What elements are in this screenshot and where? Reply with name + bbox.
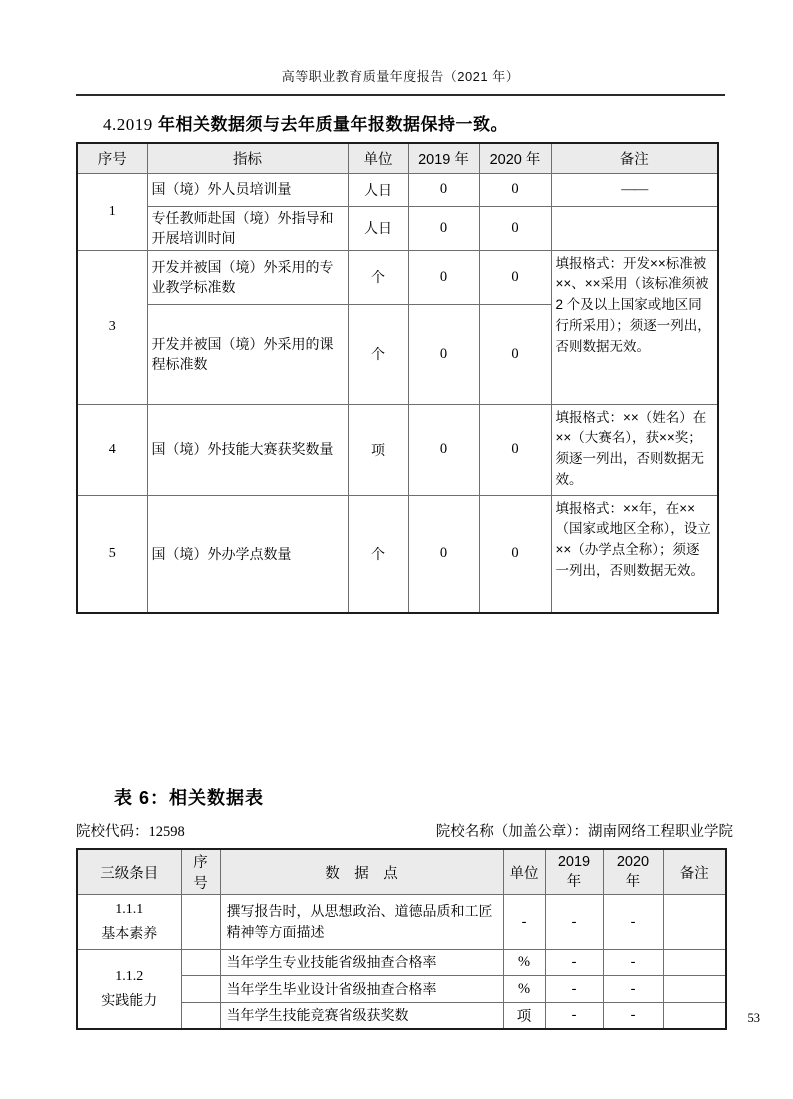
table6-title: 表 6：相关数据表 xyxy=(114,788,265,808)
cell-category-112 xyxy=(77,950,181,1029)
cell-note: 填报格式：××年，在××（国家或地区全称），设立××（办学点全称）；须逐一列出，否则数据无效。 xyxy=(551,495,718,613)
cell-indicator: 专任教师赴国（境）外指导和开展培训时间 xyxy=(147,206,348,250)
table6-header-row xyxy=(77,849,726,895)
table-row xyxy=(77,950,726,976)
table1-header-note: 备注 xyxy=(551,143,718,173)
cell-datapoint: 当年学生毕业设计省级抽查合格率 xyxy=(220,976,503,1003)
page-number: 53 xyxy=(747,1011,760,1025)
cell-2020: - xyxy=(603,895,663,950)
cell-seq-empty xyxy=(181,976,220,1003)
table6-header-datapoint: 数 据 点 xyxy=(220,849,503,895)
cell-indicator: 开发并被国（境）外采用的专业教学标准数 xyxy=(147,250,348,304)
cell-2019: 0 xyxy=(408,206,479,250)
table-row xyxy=(77,495,718,613)
school-code-label: 院校代码： xyxy=(76,824,149,840)
cell-seq-3: 3 xyxy=(77,250,147,404)
table1-header-seq: 序号 xyxy=(77,143,147,173)
table-international-indicators xyxy=(76,142,719,614)
table6-header-2019: 2019 年 xyxy=(545,849,603,895)
table1-header-2020: 2020 年 xyxy=(479,143,551,173)
cell-2019: - xyxy=(545,950,603,976)
cell-2020: 0 xyxy=(479,250,551,304)
cell-2020: 0 xyxy=(479,495,551,613)
cell-unit: 人日 xyxy=(348,173,408,206)
table-related-data xyxy=(76,848,727,1030)
cell-2019: 0 xyxy=(408,404,479,495)
page-header-title: 高等职业教育质量年度报告（2021 年） xyxy=(281,69,520,84)
cell-2019: 0 xyxy=(408,173,479,206)
table6-header-seq: 序号 xyxy=(181,849,220,895)
table6-header-note: 备注 xyxy=(663,849,726,895)
cell-note-dash: —— xyxy=(551,173,718,206)
table1-header-row xyxy=(77,143,718,173)
cell-note: 填报格式：开发××标准被××、××采用（该标准须被 2 个及以上国家或地区同行所采用）；须逐一列出，否则数据无效。 xyxy=(551,250,718,404)
cell-unit: 个 xyxy=(348,495,408,613)
section-title-number: 4.2019 xyxy=(103,115,153,134)
school-code xyxy=(76,820,185,841)
cell-indicator: 国（境）外技能大赛获奖数量 xyxy=(147,404,348,495)
category-name: 实践能力 xyxy=(101,991,158,1008)
header-rule xyxy=(76,94,725,96)
school-name: 院校名称（加盖公章）：湖南网络工程职业学院 xyxy=(435,824,733,840)
cell-datapoint: 当年学生专业技能省级抽查合格率 xyxy=(220,950,503,976)
table6-header-unit: 单位 xyxy=(503,849,545,895)
cell-unit: 项 xyxy=(503,1003,545,1029)
cell-seq-4: 4 xyxy=(77,404,147,495)
cell-2019: - xyxy=(545,895,603,950)
cell-2020: 0 xyxy=(479,173,551,206)
table-row xyxy=(77,206,718,250)
cell-2020: 0 xyxy=(479,206,551,250)
section-title-text: 年相关数据须与去年质量年报数据保持一致。 xyxy=(152,115,508,134)
cell-2020: - xyxy=(603,976,663,1003)
cell-unit: 个 xyxy=(348,304,408,404)
cell-unit: - xyxy=(503,895,545,950)
cell-indicator: 国（境）外人员培训量 xyxy=(147,173,348,206)
table-row xyxy=(77,404,718,495)
cell-2019: 0 xyxy=(408,304,479,404)
cell-2019: - xyxy=(545,976,603,1003)
cell-2019: 0 xyxy=(408,250,479,304)
cell-unit: 项 xyxy=(348,404,408,495)
table6-header-category: 三级条目 xyxy=(77,849,181,895)
cell-category-111 xyxy=(77,895,181,950)
table-row xyxy=(77,250,718,304)
cell-2020: 0 xyxy=(479,404,551,495)
table1-header-unit: 单位 xyxy=(348,143,408,173)
cell-2019: 0 xyxy=(408,495,479,613)
category-code: 1.1.2 xyxy=(115,968,144,984)
category-code: 1.1.1 xyxy=(115,902,144,918)
cell-note-empty xyxy=(663,1003,726,1029)
cell-2019: - xyxy=(545,1003,603,1029)
cell-seq-empty xyxy=(181,895,220,950)
cell-note-empty xyxy=(663,976,726,1003)
cell-2020: - xyxy=(603,950,663,976)
cell-datapoint: 当年学生技能竞赛省级获奖数 xyxy=(220,1003,503,1029)
cell-seq-empty xyxy=(181,1003,220,1029)
cell-unit: 人日 xyxy=(348,206,408,250)
cell-unit: % xyxy=(503,976,545,1003)
table1-header-indicator: 指标 xyxy=(147,143,348,173)
cell-2020: 0 xyxy=(479,304,551,404)
school-info-line xyxy=(76,820,733,841)
cell-seq-1: 1 xyxy=(77,173,147,250)
cell-unit: 个 xyxy=(348,250,408,304)
cell-datapoint: 撰写报告时，从思想政治、道德品质和工匠精神等方面描述 xyxy=(220,895,503,950)
table6-header-2020: 2020 年 xyxy=(603,849,663,895)
cell-seq-empty xyxy=(181,950,220,976)
cell-2020: - xyxy=(603,1003,663,1029)
cell-note-empty xyxy=(551,206,718,250)
table-row xyxy=(77,173,718,206)
school-code-value: 12598 xyxy=(148,824,185,840)
table1-header-2019: 2019 年 xyxy=(408,143,479,173)
section-title xyxy=(103,110,508,135)
cell-indicator: 开发并被国（境）外采用的课程标准数 xyxy=(147,304,348,404)
cell-indicator: 国（境）外办学点数量 xyxy=(147,495,348,613)
category-name: 基本素养 xyxy=(101,925,158,941)
cell-unit: % xyxy=(503,950,545,976)
cell-note-empty xyxy=(663,950,726,976)
cell-seq-5: 5 xyxy=(77,495,147,613)
cell-note-empty xyxy=(663,895,726,950)
table-row xyxy=(77,895,726,950)
cell-note: 填报格式：××（姓名）在××（大赛名），获××奖；须逐一列出，否则数据无效。 xyxy=(551,404,718,495)
